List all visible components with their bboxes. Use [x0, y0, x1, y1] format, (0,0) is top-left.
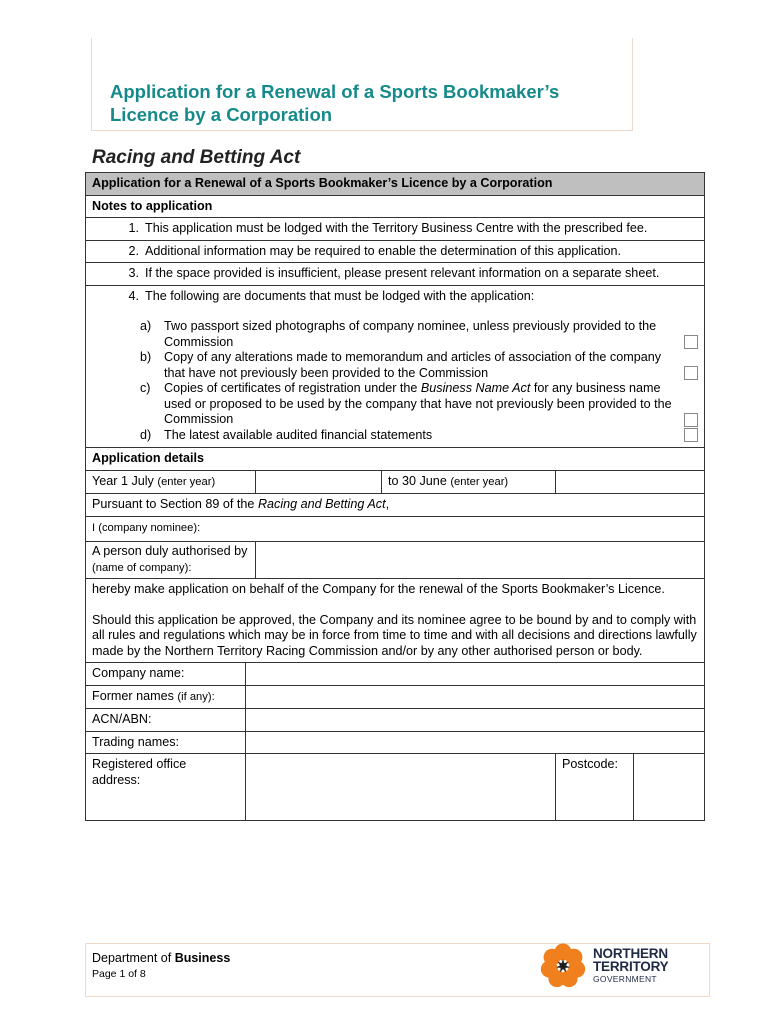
- document-item-b: b) Copy of any alterations made to memorandum and articles of association of the company that have not previously been provided to the Commission: [140, 350, 698, 381]
- document-title: [110, 80, 630, 126]
- nominee-field[interactable]: I (company nominee):: [86, 516, 705, 542]
- pursuant-text: Pursuant to Section 89 of the Racing and Betting Act,: [86, 494, 705, 517]
- logo-text: [593, 947, 668, 986]
- authorised-label: A person duly authorised by (name of company):: [86, 542, 256, 579]
- notes-heading: Notes to application: [86, 195, 705, 218]
- logo-line-1: NORTHERN: [593, 946, 668, 961]
- note-3: 3. If the space provided is insufficient, please present relevant information on a separate sheet.: [86, 263, 705, 286]
- acn-field[interactable]: [246, 709, 705, 732]
- logo-petal: [544, 949, 561, 966]
- authorised-company-field[interactable]: [256, 542, 705, 579]
- declaration-paragraph-2: Should this application be approved, the Company and its nominee agree to be bound by and to comply with all rules and regulations which may be in force from time to time and with all decisions and directions lawfully made by the Northern Territory Racing Commission and/or by any other authorised person or body.: [92, 612, 697, 658]
- checkbox-financial-statements[interactable]: [684, 428, 698, 442]
- form-header: Application for a Renewal of a Sports Bookmaker’s Licence by a Corporation: [86, 173, 705, 196]
- note-1: 1. This application must be lodged with the Territory Business Centre with the prescribed fee.: [86, 218, 705, 241]
- document-item-a: a) Two passport sized photographs of company nominee, unless previously provided to the Commission: [140, 319, 698, 350]
- act-title: Racing and Betting Act: [92, 147, 301, 168]
- logo-line-3: GOVERNMENT: [593, 974, 657, 984]
- declaration-paragraph-1: hereby make application on behalf of the Company for the renewal of the Sports Bookmaker’s Licence.: [92, 582, 665, 596]
- declaration: [86, 579, 705, 663]
- checkbox-photographs[interactable]: [684, 335, 698, 349]
- document-title-line1: Application for a Renewal of a Sports Bookmaker’s: [110, 81, 560, 102]
- application-form: [85, 172, 705, 821]
- to-label: to 30 June (enter year): [382, 470, 556, 494]
- company-name-label: Company name:: [86, 663, 246, 686]
- registered-office-field[interactable]: [246, 754, 556, 821]
- year-label: Year 1 July (enter year): [86, 470, 256, 494]
- checkbox-certificates[interactable]: [684, 413, 698, 427]
- logo-line-2: TERRITORY: [593, 959, 669, 974]
- checkbox-alterations[interactable]: [684, 366, 698, 380]
- trading-names-field[interactable]: [246, 731, 705, 754]
- postcode-label: Postcode:: [556, 754, 634, 821]
- trading-names-label: Trading names:: [86, 731, 246, 754]
- former-names-field[interactable]: [246, 685, 705, 709]
- details-heading: Application details: [86, 448, 705, 471]
- department-name: Department of Business: [92, 951, 231, 965]
- document-item-d: d) The latest available audited financial statements: [140, 428, 698, 444]
- note-2: 2. Additional information may be required to enable the determination of this application.: [86, 240, 705, 263]
- registered-office-label: Registered office address:: [86, 754, 246, 821]
- year-end-field[interactable]: [556, 470, 705, 494]
- note-4: 4. The following are documents that must be lodged with the application: a) Two passport sized photographs of company nominee, unless previously provided to the Commission b) Copy of any alterations made to memorandum and articles of association of the company that have not previously been provided to the Commission c) Copies of certificates of registration under the Business Name Act for any business name used or proposed to be used by the company that have not previously been provided to the Commission d) The latest available audited financial statements: [86, 285, 705, 448]
- page-number: Page 1 of 8: [92, 968, 146, 980]
- year-start-field[interactable]: [256, 470, 382, 494]
- postcode-field[interactable]: [634, 754, 705, 821]
- acn-label: ACN/ABN:: [86, 709, 246, 732]
- company-name-field[interactable]: [246, 663, 705, 686]
- document-item-c: c) Copies of certificates of registration under the Business Name Act for any business name used or proposed to be used by the company that have not previously been provided to the Commission: [140, 381, 698, 428]
- former-names-label: Former names (if any):: [86, 685, 246, 709]
- document-title-line2: Licence by a Corporation: [110, 104, 333, 125]
